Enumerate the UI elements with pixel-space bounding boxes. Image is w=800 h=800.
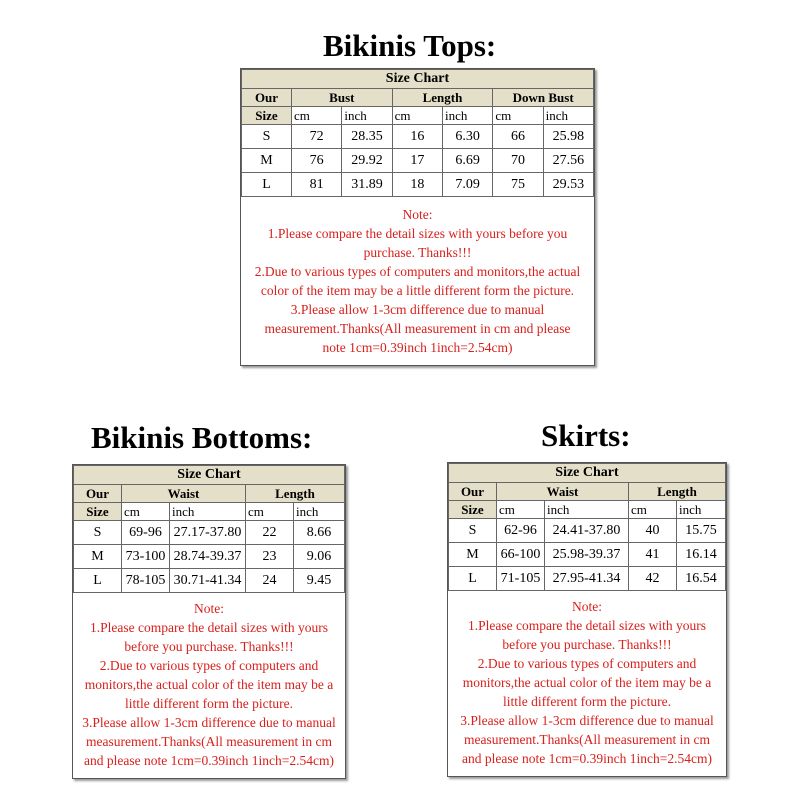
value-cell: 62-96	[497, 519, 545, 543]
value-cell: 27.56	[543, 149, 593, 173]
note-title: Note:	[194, 601, 224, 616]
value-cell: 15.75	[677, 519, 726, 543]
value-cell: 41	[629, 543, 677, 567]
col-group-length: Length	[246, 485, 345, 503]
value-cell: 29.53	[543, 173, 593, 197]
value-cell: 76	[292, 149, 342, 173]
value-cell: 16	[392, 125, 442, 149]
table-row	[74, 545, 345, 569]
note-line: 3.Please allow 1-3cm difference due to manual measurement.Thanks(All measurement in cm and please note 1cm=0.39inch 1inch=2.54cm)	[460, 713, 714, 766]
value-cell: 71-105	[497, 567, 545, 591]
value-cell: 8.66	[294, 521, 345, 545]
size-label: S	[74, 521, 122, 545]
table-row	[449, 543, 726, 567]
unit-cell: cm	[292, 107, 342, 125]
unit-cell: inch	[342, 107, 392, 125]
note-line: 1.Please compare the detail sizes with yours before you purchase. Thanks!!!	[467, 618, 707, 652]
skirts-size-chart-panel	[447, 462, 727, 777]
value-cell: 70	[493, 149, 543, 173]
size-label: M	[449, 543, 497, 567]
size-label: L	[449, 567, 497, 591]
note-line: 1.Please compare the detail sizes with yours before you purchase. Thanks!!!	[89, 620, 329, 654]
col-group-down-bust: Down Bust	[493, 89, 594, 107]
value-cell: 81	[292, 173, 342, 197]
table-row	[449, 519, 726, 543]
skirts-note	[448, 591, 726, 776]
col-our: Our	[242, 89, 292, 107]
unit-cell: cm	[122, 503, 170, 521]
size-label: S	[449, 519, 497, 543]
value-cell: 69-96	[122, 521, 170, 545]
tops-size-chart-panel	[240, 68, 595, 366]
size-chart-title: Size Chart	[242, 70, 594, 89]
table-row	[449, 567, 726, 591]
value-cell: 28.35	[342, 125, 392, 149]
unit-cell: inch	[677, 501, 726, 519]
unit-cell: cm	[629, 501, 677, 519]
value-cell: 31.89	[342, 173, 392, 197]
unit-cell: cm	[497, 501, 545, 519]
col-group-waist: Waist	[122, 485, 246, 503]
note-line: 2.Due to various types of computers and monitors,the actual color of the item may be a little different form the picture.	[462, 656, 712, 709]
value-cell: 72	[292, 125, 342, 149]
table-row	[74, 521, 345, 545]
table-row	[242, 125, 594, 149]
size-label: M	[74, 545, 122, 569]
unit-cell: cm	[246, 503, 294, 521]
tops-note	[241, 197, 594, 365]
unit-cell: inch	[170, 503, 246, 521]
unit-cell: inch	[545, 501, 629, 519]
col-size: Size	[449, 501, 497, 519]
value-cell: 25.98	[543, 125, 593, 149]
note-line: 1.Please compare the detail sizes with yours before you purchase. Thanks!!!	[267, 226, 568, 260]
col-group-bust: Bust	[292, 89, 393, 107]
value-cell: 66-100	[497, 543, 545, 567]
value-cell: 22	[246, 521, 294, 545]
value-cell: 40	[629, 519, 677, 543]
size-label: M	[242, 149, 292, 173]
col-our: Our	[74, 485, 122, 503]
value-cell: 25.98-39.37	[545, 543, 629, 567]
size-label: L	[74, 569, 122, 593]
value-cell: 30.71-41.34	[170, 569, 246, 593]
value-cell: 24.41-37.80	[545, 519, 629, 543]
unit-cell: cm	[392, 107, 442, 125]
value-cell: 9.45	[294, 569, 345, 593]
col-group-waist: Waist	[497, 483, 629, 501]
col-size: Size	[74, 503, 122, 521]
col-group-length: Length	[629, 483, 726, 501]
value-cell: 6.69	[442, 149, 492, 173]
value-cell: 27.17-37.80	[170, 521, 246, 545]
unit-cell: cm	[493, 107, 543, 125]
value-cell: 66	[493, 125, 543, 149]
skirts-size-table	[448, 463, 726, 591]
note-line: 2.Due to various types of computers and monitors,the actual color of the item may be a little different form the picture.	[84, 658, 334, 711]
value-cell: 6.30	[442, 125, 492, 149]
bottoms-note	[73, 593, 345, 778]
table-row	[242, 149, 594, 173]
value-cell: 24	[246, 569, 294, 593]
note-line: 3.Please allow 1-3cm difference due to manual measurement.Thanks(All measurement in cm and please note 1cm=0.39inch 1inch=2.54cm)	[264, 302, 571, 355]
value-cell: 78-105	[122, 569, 170, 593]
value-cell: 9.06	[294, 545, 345, 569]
bottoms-size-chart-panel	[72, 464, 346, 779]
value-cell: 7.09	[442, 173, 492, 197]
col-our: Our	[449, 483, 497, 501]
size-chart-title: Size Chart	[74, 466, 345, 485]
note-title: Note:	[402, 207, 433, 222]
value-cell: 17	[392, 149, 442, 173]
unit-cell: inch	[442, 107, 492, 125]
note-line: 2.Due to various types of computers and monitors,the actual color of the item may be a little different form the picture.	[254, 264, 581, 298]
col-size: Size	[242, 107, 292, 125]
tops-size-table	[241, 69, 594, 197]
value-cell: 42	[629, 567, 677, 591]
size-label: L	[242, 173, 292, 197]
unit-cell: inch	[543, 107, 593, 125]
tops-heading: Bikinis Tops:	[323, 28, 497, 63]
value-cell: 18	[392, 173, 442, 197]
table-row	[242, 173, 594, 197]
bottoms-heading: Bikinis Bottoms:	[91, 420, 313, 455]
col-group-length: Length	[392, 89, 493, 107]
value-cell: 29.92	[342, 149, 392, 173]
note-title: Note:	[572, 599, 602, 614]
note-line: 3.Please allow 1-3cm difference due to manual measurement.Thanks(All measurement in cm and please note 1cm=0.39inch 1inch=2.54cm)	[82, 715, 336, 768]
value-cell: 28.74-39.37	[170, 545, 246, 569]
table-row	[74, 569, 345, 593]
size-chart-title: Size Chart	[449, 464, 726, 483]
value-cell: 16.54	[677, 567, 726, 591]
value-cell: 23	[246, 545, 294, 569]
unit-cell: inch	[294, 503, 345, 521]
value-cell: 73-100	[122, 545, 170, 569]
value-cell: 27.95-41.34	[545, 567, 629, 591]
value-cell: 75	[493, 173, 543, 197]
skirts-heading: Skirts:	[541, 418, 631, 453]
bottoms-size-table	[73, 465, 345, 593]
size-label: S	[242, 125, 292, 149]
value-cell: 16.14	[677, 543, 726, 567]
